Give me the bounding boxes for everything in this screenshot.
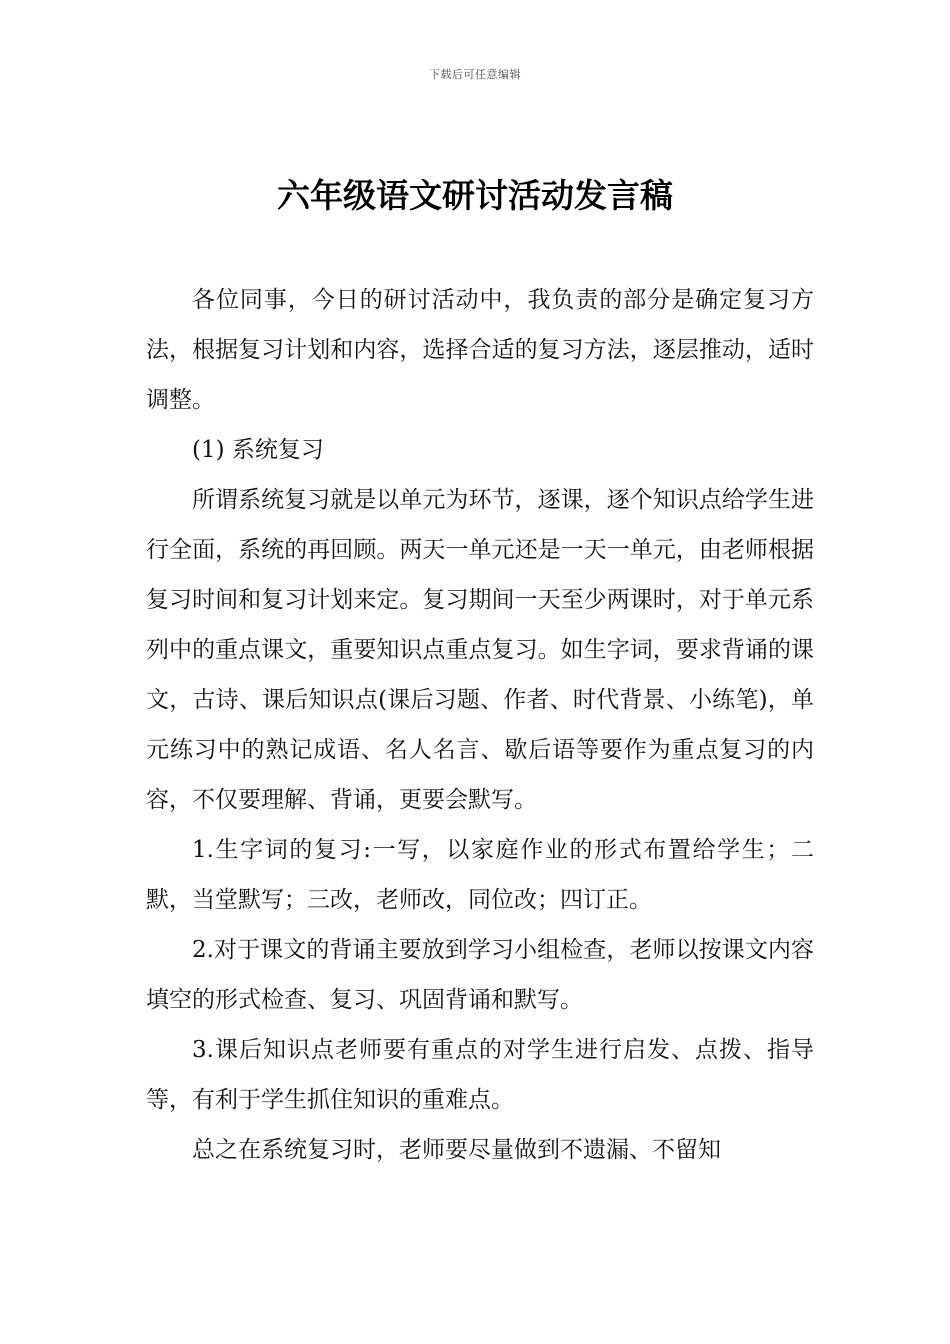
header-note: 下载后可任意编辑: [429, 68, 521, 81]
document-title: 六年级语文研讨活动发言稿: [277, 176, 673, 215]
paragraph-point-2: 2.对于课文的背诵主要放到学习小组检查，老师以按课文内容填空的形式检查、复习、巩固背诵和默写。: [146, 937, 814, 1013]
paragraph-point-1: 1.生字词的复习:一写，以家庭作业的形式布置给学生；二默，当堂默写；三改，老师改，同位改；四订正。: [146, 837, 814, 913]
paragraph-summary: 总之在系统复习时，老师要尽量做到不遗漏、不留知: [192, 1137, 721, 1163]
paragraph-system-review: 所谓系统复习就是以单元为环节，逐课，逐个知识点给学生进行全面，系统的再回顾。两天一单元还是一天一单元，由老师根据复习时间和复习计划来定。复习期间一天至少两课时，对于单元系列中的重点课文，重要知识点重点复习。如生字词，要求背诵的课文，古诗、课后知识点(课后习题、作者、时代背景、小练笔)，单元练习中的熟记成语、名人名言、歇后语等要作为重点复习的内容，不仅要理解、背诵，更要会默写。: [146, 487, 814, 813]
paragraph-intro: 各位同事，今日的研讨活动中，我负责的部分是确定复习方法，根据复习计划和内容，选择合适的复习方法，逐层推动，适时调整。: [146, 287, 814, 413]
paragraph-section-heading: (1) 系统复习: [192, 437, 324, 463]
document-body: [146, 275, 814, 1175]
paragraph-point-3: 3.课后知识点老师要有重点的对学生进行启发、点拨、指导等，有利于学生抓住知识的重难点。: [146, 1037, 814, 1113]
